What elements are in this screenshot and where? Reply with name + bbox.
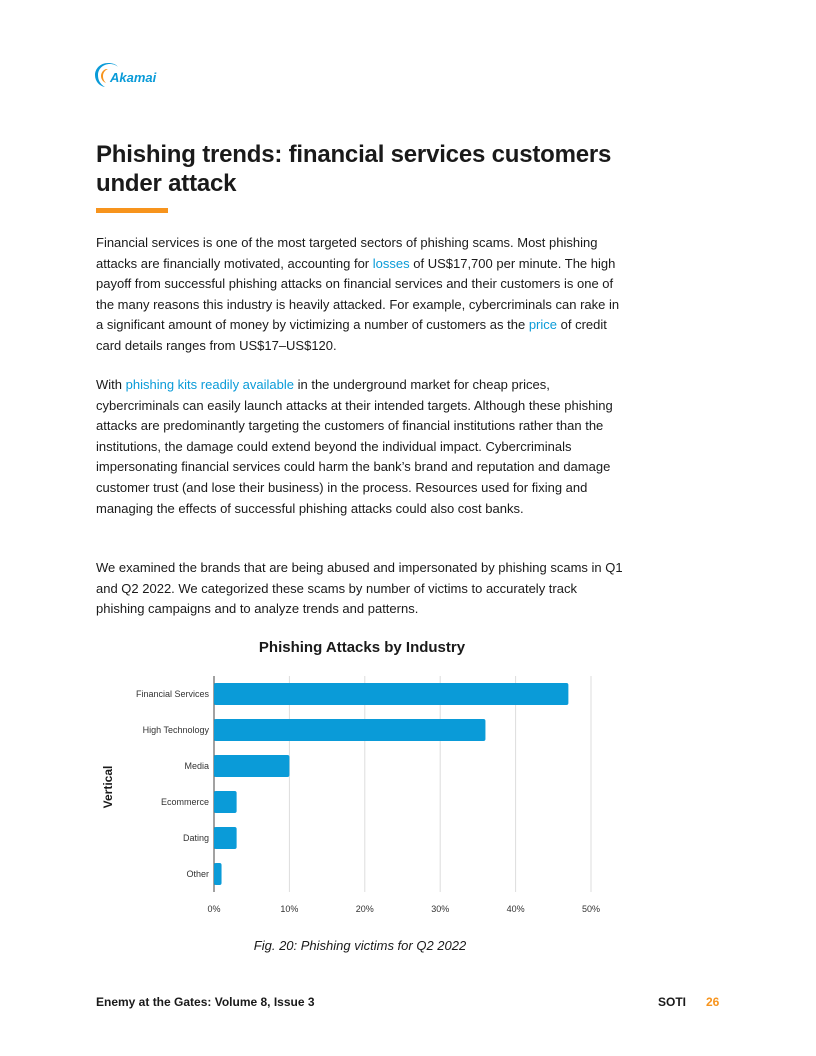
losses-link[interactable]: losses (372, 255, 410, 271)
chart-category-label: Media (184, 761, 209, 771)
chart-category-label: High Technology (142, 725, 209, 735)
figure-caption: Fig. 20: Phishing victims for Q2 2022 (253, 938, 467, 953)
akamai-logo-text: Akamai (110, 70, 157, 85)
footer-publication: Enemy at the Gates: Volume 8, Issue 3 (96, 995, 315, 1009)
title-accent-divider (96, 208, 168, 213)
page-title: Phishing trends: financial services customers under attack (96, 141, 612, 197)
chart-category-label: Ecommerce (160, 797, 209, 807)
chart-bar (214, 755, 289, 777)
chart-x-tick-label: 0% (207, 904, 221, 914)
chart-x-tick-label: 10% (280, 904, 299, 914)
chart-bar (214, 719, 485, 741)
paragraph-methodology: We examined the brands that are being abused and impersonated by phishing scams in Q1 and Q2 2022. We categorized these scams by number of victims to accurately track phishing campaigns and to analyze trends and patterns. (96, 560, 623, 617)
chart-x-tick-label: 20% (355, 904, 374, 914)
chart-title: Phishing Attacks by Industry (258, 639, 466, 656)
chart-x-tick-label: 30% (431, 904, 450, 914)
chart-bar (214, 683, 568, 705)
chart-bar (214, 827, 237, 849)
paragraph-phishing-kits: With phishing kits readily available in the underground market for cheap prices, cybercriminals can easily launch attacks at their intended targets. Although these phishing attacks are predominantly targeting the customers of financial institutions rather than the institutions, the damage could extend beyond the individual impact. Cybercriminals impersonating financial services could harm the bank’s brand and reputation and damage customer trust (and lose their business) in the process. Resources used for fixing and managing the effects of successful phishing attacks could also cost banks. (96, 377, 613, 516)
chart-bar (214, 863, 222, 885)
phishing-by-industry-chart (96, 632, 626, 962)
phishing-kits-link[interactable]: phishing kits readily available (125, 377, 294, 392)
chart-x-tick-label: 40% (506, 904, 525, 914)
chart-category-label: Dating (182, 833, 209, 843)
chart-y-axis-label: Vertical (101, 765, 115, 809)
chart-category-label: Financial Services (135, 689, 209, 699)
footer-section: SOTI (658, 995, 687, 1009)
chart-x-tick-label: 50% (581, 904, 601, 914)
footer-page-number: 26 (706, 995, 720, 1009)
paragraph-financial-services: Financial services is one of the most targeted sectors of phishing scams. Most phishing attacks are financially motivated, accounting for losses of US$17,700 per minute. The high payoff from successful phishing attacks on financial services and their customers is one of the many reasons this industry is heavily attacked. For example, cybercriminals can rake in a significant amount of money by victimizing a number of customers as the price of credit card details ranges from US$17–US$120. (96, 235, 620, 353)
chart-bar (214, 791, 237, 813)
price-link[interactable]: price (528, 317, 557, 333)
akamai-logo (94, 60, 160, 88)
chart-category-label: Other (186, 869, 209, 879)
